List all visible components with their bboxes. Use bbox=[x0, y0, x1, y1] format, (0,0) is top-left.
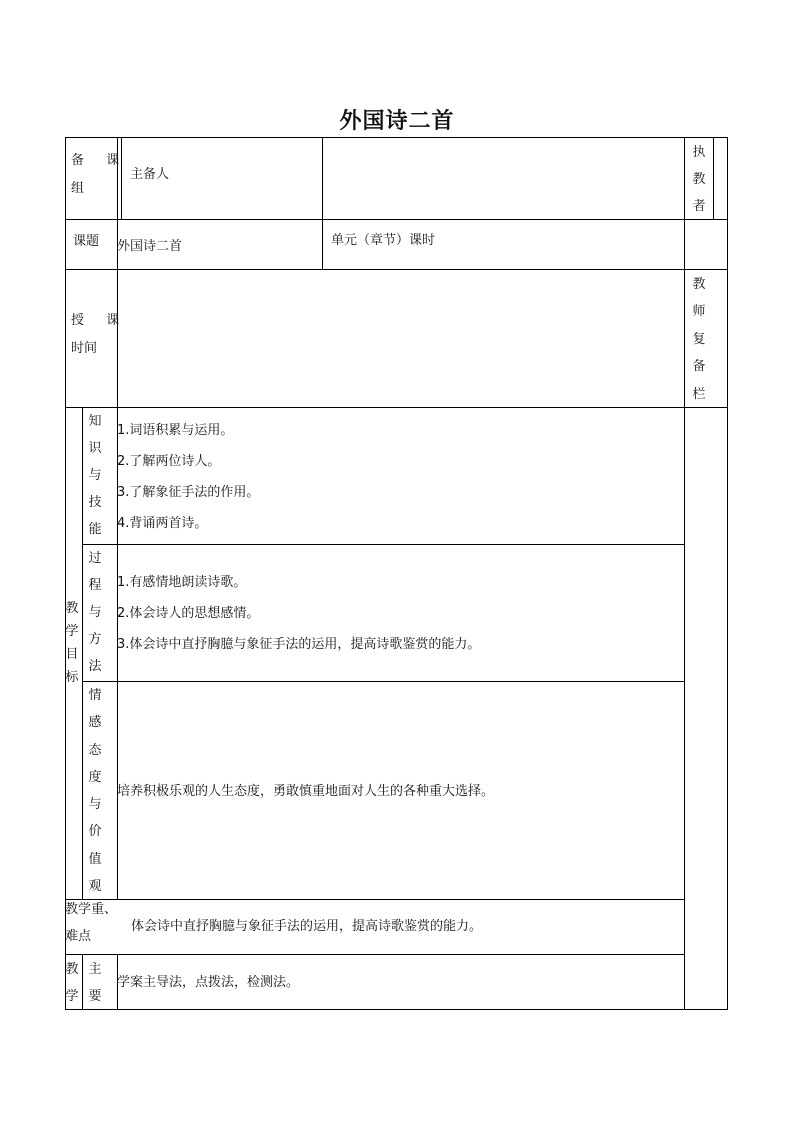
table-line bbox=[684, 137, 685, 219]
table-line bbox=[117, 269, 118, 407]
table-line bbox=[82, 681, 685, 682]
class-time-label-2: 时间 bbox=[71, 341, 98, 356]
table-line bbox=[65, 137, 728, 138]
lead-preparer-label: 主备人 bbox=[130, 167, 170, 182]
teacher-review-column-label: 教 师 复 备 栏 bbox=[692, 277, 706, 402]
table-line bbox=[65, 899, 685, 900]
emotion-values-text: 培养积极乐观的人生态度，勇敢慎重地面对人生的各种重大选择。 bbox=[117, 784, 495, 799]
table-line bbox=[322, 137, 323, 219]
list-item: 3.了解象征手法的作用。 bbox=[117, 485, 260, 500]
table-line bbox=[65, 269, 728, 270]
table-line bbox=[727, 137, 728, 1009]
topic-label: 课题 bbox=[73, 234, 100, 249]
key-points-text: 体会诗中直抒胸臆与象征手法的运用，提高诗歌鉴赏的能力。 bbox=[131, 919, 483, 934]
table-line bbox=[684, 269, 685, 407]
table-line bbox=[121, 137, 122, 219]
prep-group-label: 备 课 bbox=[71, 153, 129, 168]
table-line bbox=[684, 407, 685, 1009]
teaching-objectives-label: 教 学 目 标 bbox=[65, 601, 79, 685]
table-line bbox=[82, 954, 83, 1009]
table-line bbox=[117, 407, 118, 899]
topic-value: 外国诗二首 bbox=[117, 239, 183, 254]
table-line bbox=[65, 954, 685, 955]
emotion-values-label: 情 感 态 度 与 价 值 观 bbox=[88, 688, 102, 895]
table-line bbox=[117, 137, 118, 219]
list-item: 4.背诵两首诗。 bbox=[117, 516, 208, 531]
key-points-label-2: 难点 bbox=[65, 929, 92, 944]
executor-label: 执 教 者 bbox=[692, 145, 706, 214]
table-line bbox=[65, 407, 728, 408]
methods-text: 学案主导法，点拨法，检测法。 bbox=[117, 975, 300, 990]
table-line bbox=[322, 219, 323, 269]
table-line bbox=[65, 219, 728, 220]
list-item: 3.体会诗中直抒胸臆与象征手法的运用，提高诗歌鉴赏的能力。 bbox=[117, 637, 481, 652]
unit-label: 单元（章节）课时 bbox=[331, 233, 436, 248]
key-points-label: 教学重、 bbox=[65, 902, 118, 917]
list-item: 2.了解两位诗人。 bbox=[117, 454, 221, 469]
knowledge-skills-label: 知 识 与 技 能 bbox=[88, 414, 102, 537]
teaching-label: 教 学 bbox=[65, 962, 79, 1004]
table-line bbox=[65, 1009, 728, 1010]
main-methods-label: 主 要 bbox=[88, 962, 102, 1004]
table-line bbox=[684, 219, 685, 269]
class-time-label: 授 课 bbox=[71, 313, 129, 328]
table-line bbox=[82, 544, 685, 545]
table-line bbox=[65, 137, 66, 1009]
prep-group-label-2: 组 bbox=[71, 181, 85, 196]
process-methods-label: 过 程 与 方 法 bbox=[88, 551, 102, 674]
list-item: 2.体会诗人的思想感情。 bbox=[117, 606, 260, 621]
list-item: 1.词语积累与运用。 bbox=[117, 423, 234, 438]
table-line bbox=[713, 137, 714, 219]
list-item: 1.有感情地朗读诗歌。 bbox=[117, 575, 247, 590]
document-title: 外国诗二首 bbox=[339, 108, 455, 134]
table-line bbox=[82, 407, 83, 899]
